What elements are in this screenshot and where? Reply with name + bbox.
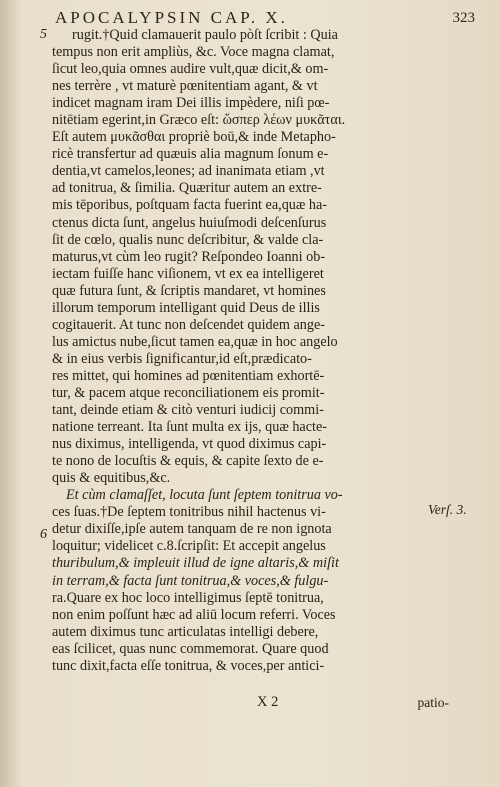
text-block: [52, 27, 427, 675]
text-line: quæ futura ſunt, & ſcriptis mandaret, vt homines: [52, 282, 326, 299]
text-line: Et cùm clamaſſet, locuta ſunt ſeptem tonitrua vo-: [66, 487, 343, 504]
text-line: tempus non erit ampliùs, &c. Voce magna clamat,: [52, 44, 335, 61]
text-line: nes terrère , vt maturè pœnitentiam agant, & vt: [52, 78, 318, 95]
text-line: res mittet, qui homines ad pœnitentiam exhortē-: [52, 367, 325, 384]
verse-marker-5: 5: [40, 27, 47, 42]
text-line: detur dixiſſe,ipſe autem tanquam de re non ignota: [52, 521, 332, 538]
text-line: rugit.†Quid clamauerit paulo pòſt ſcribit : Quia: [72, 27, 338, 43]
text-line: eas ſcilicet, quas nunc commemorat. Quare quod: [52, 640, 329, 657]
page-footer: [52, 694, 449, 714]
text-line: & in eius verbis ſignificantur,id eſt,prædicato-: [52, 350, 312, 367]
text-line: Eſt autem μυκᾶσθαι propriè boū,& inde Metapho-: [52, 129, 336, 146]
catchword: patio-: [417, 695, 449, 710]
text-line: ricè transfertur ad quæuis alia magnum ſonum e-: [52, 146, 329, 163]
text-line: te nono de locuſtis & equis, & capite ſexto de e-: [52, 453, 324, 470]
text-line: thuribulum,& impleuit illud de igne altaris,& miſit: [52, 555, 339, 572]
verse-marker-6: 6: [40, 527, 47, 542]
text-line: lus amictus nube,ſicut tamen ea,quæ in hoc angelo: [52, 333, 338, 350]
text-line: ſit de cœlo, qualis nunc deſcribitur, & valde cla-: [52, 231, 324, 248]
text-line: quis & equitibus,&c.: [52, 470, 171, 487]
text-line: ſicut leo,quia omnes audire vult,quæ dicit,& om-: [52, 61, 329, 78]
text-line: tant, deinde etiam & citò venturi iudicij commi-: [52, 402, 324, 419]
text-line: autem diximus tunc articulatas intelligi debere,: [52, 623, 319, 640]
text-line: indicet magnam iram Dei illis impèdere, niſi pœ-: [52, 95, 330, 112]
text-line: ctenus dicta ſunt, angelus huiuſmodi deſcenſurus: [52, 214, 327, 231]
text-line: tur, & pacem atque reconciliationem eis promit-: [52, 384, 325, 401]
text-line: maturus,vt cùm leo rugit? Reſpondeo Ioanni ob-: [52, 248, 326, 265]
text-line: iectam fuiſſe hanc viſionem, vt ex ea intelligeret: [52, 265, 324, 282]
margin-note-verse: Verſ. 3.: [428, 502, 467, 517]
text-line: natione terreant. Ita ſunt multa ex ijs, quæ hacte-: [52, 419, 327, 436]
text-line: dentia,vt camelos,leones; ad inanimata etiam ,vt: [52, 163, 325, 180]
text-line: ad tonitrua, & ſimilia. Quæritur autem an extre-: [52, 180, 322, 197]
page-number: 323: [452, 10, 475, 26]
text-line: in terram,& facta ſunt tonitrua,& voces,& fulgu-: [52, 572, 329, 589]
text-line: nus diximus, intelligenda, vt quod diximus capi-: [52, 436, 327, 453]
page-header: [55, 8, 475, 28]
text-line: ra.Quare ex hoc loco intelligimus ſeptē tonitrua,: [52, 589, 324, 606]
text-line: cogitauerit. At tunc non deſcendet quidem ange-: [52, 316, 326, 333]
text-line: mis tēporibus, poſtquam facta fuerint ea,quæ ha-: [52, 197, 328, 214]
text-line: non enim poſſunt hæc ad aliū locum referri. Voces: [52, 606, 336, 623]
text-line: ces ſuas.†De ſeptem tonitribus nihil hactenus vi-: [52, 504, 326, 521]
running-title: APOCALYPSIN CAP. X.: [55, 8, 288, 27]
signature-mark: X 2: [257, 694, 279, 710]
text-line: nitētiam egerint,in Græco eſt: ὥσπερ λέων μυκᾶται.: [52, 112, 346, 129]
text-line: illorum temporum intelligant quid Deus de illis: [52, 299, 320, 316]
text-line: tunc dixit,facta eſſe tonitrua, & voces,per antici-: [52, 657, 325, 674]
text-line: loquitur; videlicet c.8.ſcripſit: Et accepit angelus: [52, 538, 326, 555]
